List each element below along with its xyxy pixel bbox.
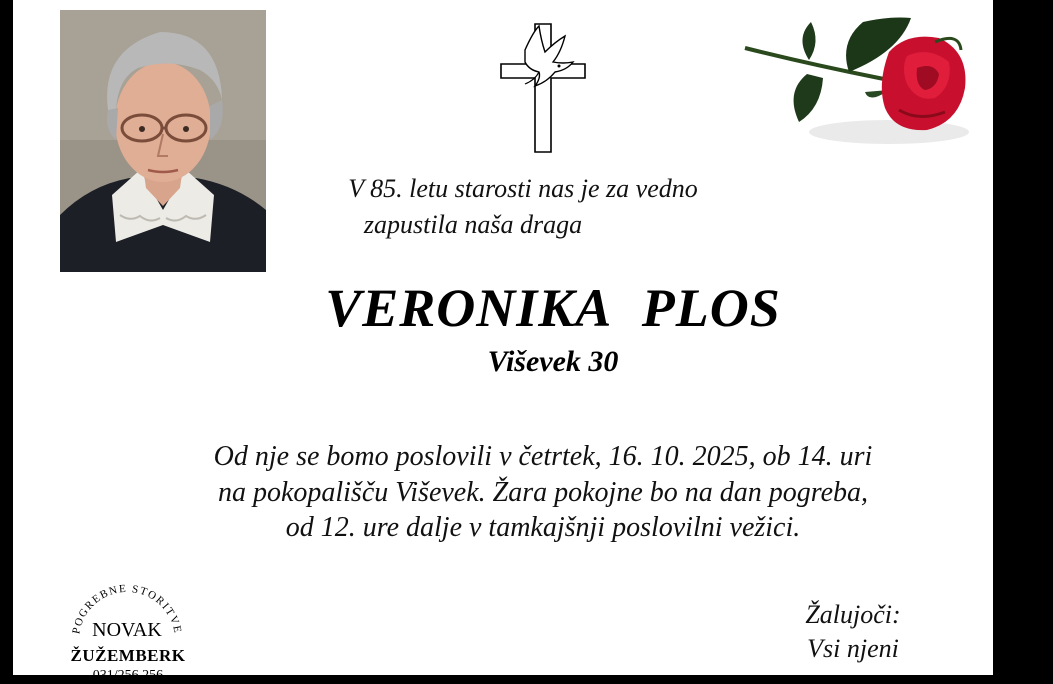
funeral-service-town: ŽUŽEMBERK	[70, 646, 186, 665]
funeral-service-phone: 031/256 256	[92, 668, 164, 683]
funeral-service-arc-text: POGREBNE STORITVE	[70, 582, 184, 636]
intro-line-2: zapustila naša draga	[363, 210, 583, 239]
funeral-info-line-2: na pokopališču Viševek. Žara pokojne bo na dan pogreba,	[217, 477, 869, 508]
funeral-info-line-3: od 12. ure dalje v tamkajšnji poslovilni vežici.	[285, 512, 801, 543]
funeral-service-name: NOVAK	[92, 619, 162, 641]
deceased-address: Viševek 30	[487, 345, 619, 378]
funeral-info-line-1: Od nje se bomo poslovili v četrtek, 16. 10. 2025, ob 14. uri	[213, 441, 873, 472]
red-rose-icon	[739, 12, 979, 162]
obituary-notice	[13, 0, 993, 683]
cross-with-dove-icon	[495, 22, 591, 154]
intro-line-1: V 85. letu starosti nas je za vedno	[348, 174, 698, 203]
mourners-value: Vsi njeni	[807, 634, 899, 663]
deceased-name: VERONIKA PLOS	[325, 278, 781, 338]
mourners-label: Žalujoči:	[805, 600, 901, 629]
